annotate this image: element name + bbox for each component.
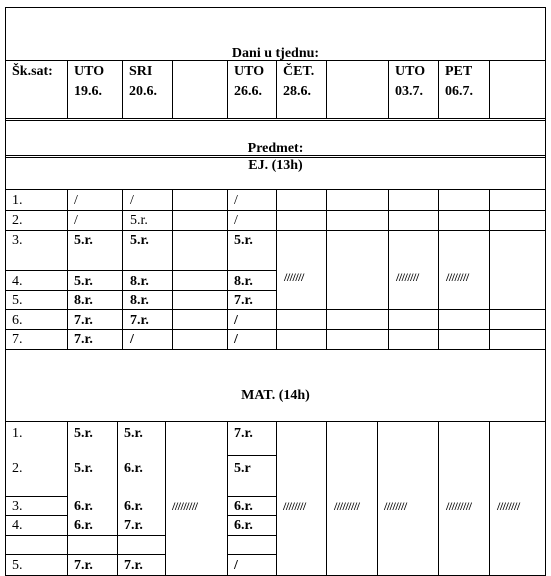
grid-line bbox=[5, 496, 68, 497]
column-header-date: 06.7. bbox=[445, 84, 473, 99]
grid-line bbox=[165, 421, 166, 576]
cell-class: 6.r. bbox=[124, 461, 143, 476]
grid-line bbox=[388, 60, 389, 119]
cell-class: 5.r. bbox=[74, 461, 93, 476]
grid-line bbox=[5, 515, 68, 516]
grid-line bbox=[227, 189, 228, 350]
section-title-ej: EJ. (13h) bbox=[248, 158, 303, 173]
grid-line bbox=[438, 189, 439, 350]
cell-class: / bbox=[234, 558, 238, 573]
cell-class: 6.r. bbox=[124, 499, 143, 514]
grid-line bbox=[122, 189, 123, 350]
slash-cell: /////// bbox=[284, 270, 304, 284]
days-title: Dani u tjednu: bbox=[231, 46, 320, 61]
grid-line bbox=[227, 554, 277, 555]
slash-cell: ///////// bbox=[172, 499, 198, 513]
cell-class: / bbox=[130, 193, 134, 208]
cell-class: 5.r. bbox=[74, 426, 93, 441]
cell-class: 7.r. bbox=[74, 558, 93, 573]
hour-number: 4. bbox=[12, 518, 23, 533]
cell-class: / bbox=[234, 313, 238, 328]
cell-class: 6.r. bbox=[74, 518, 93, 533]
cell-class: 8.r. bbox=[234, 274, 253, 289]
cell-class: 5.r. bbox=[130, 213, 148, 228]
grid-line bbox=[388, 189, 389, 350]
grid-line bbox=[67, 421, 68, 576]
cell-class: 8.r. bbox=[74, 293, 93, 308]
column-header-day: UTO bbox=[395, 64, 426, 79]
hour-number: 6. bbox=[12, 313, 23, 328]
slash-cell: //////// bbox=[384, 499, 407, 513]
cell-class: 5.r. bbox=[74, 233, 93, 248]
cell-class: 6.r. bbox=[74, 499, 93, 514]
slash-cell: ///////// bbox=[446, 499, 472, 513]
hour-number: 7. bbox=[12, 332, 23, 347]
cell-class: 5.r. bbox=[234, 233, 253, 248]
column-header-day: UTO bbox=[74, 64, 105, 79]
cell-class: 6.r. bbox=[234, 499, 253, 514]
cell-class: / bbox=[234, 213, 238, 228]
hour-number: 1. bbox=[12, 426, 23, 441]
cell-class: 8.r. bbox=[130, 274, 149, 289]
cell-class: 7.r. bbox=[124, 518, 143, 533]
column-header-date: 20.6. bbox=[129, 84, 157, 99]
subject-title: Predmet: bbox=[247, 141, 304, 156]
grid-line bbox=[227, 60, 228, 119]
grid-line bbox=[545, 7, 546, 576]
slash-cell: //////// bbox=[446, 270, 469, 284]
grid-line bbox=[5, 535, 166, 536]
grid-line bbox=[5, 554, 166, 555]
column-header-date: 28.6. bbox=[283, 84, 311, 99]
grid-line bbox=[5, 290, 277, 291]
grid-line bbox=[326, 60, 327, 119]
hour-number: 2. bbox=[12, 461, 23, 476]
slash-cell: //////// bbox=[497, 499, 520, 513]
cell-class: 5.r. bbox=[130, 233, 149, 248]
cell-class: / bbox=[234, 193, 238, 208]
column-header-date: 03.7. bbox=[395, 84, 423, 99]
grid-line bbox=[67, 60, 68, 119]
grid-line bbox=[227, 421, 228, 576]
grid-line bbox=[326, 421, 327, 576]
cell-class: 5.r. bbox=[74, 274, 93, 289]
cell-class: 7.r. bbox=[234, 293, 253, 308]
column-header-date: 19.6. bbox=[74, 84, 102, 99]
hour-number: 3. bbox=[12, 233, 23, 248]
grid-line bbox=[5, 270, 277, 271]
cell-class: 7.r. bbox=[74, 332, 93, 347]
column-header-date: 26.6. bbox=[234, 84, 262, 99]
cell-class: 7.r. bbox=[234, 426, 253, 441]
grid-line bbox=[438, 60, 439, 119]
cell-class: 5.r bbox=[234, 461, 251, 476]
grid-line bbox=[326, 189, 327, 350]
column-header-day: PET bbox=[445, 64, 473, 79]
cell-class: 7.r. bbox=[130, 313, 149, 328]
grid-line bbox=[172, 60, 173, 119]
grid-line bbox=[438, 421, 439, 576]
grid-line bbox=[5, 7, 546, 8]
grid-line bbox=[5, 7, 6, 576]
cell-class: 6.r. bbox=[234, 518, 253, 533]
grid-line bbox=[5, 120, 546, 121]
slash-cell: //////// bbox=[283, 499, 306, 513]
grid-line bbox=[489, 421, 490, 576]
column-header-day: UTO bbox=[234, 64, 265, 79]
grid-line bbox=[489, 189, 490, 350]
hour-number: 3. bbox=[12, 499, 23, 514]
grid-line bbox=[377, 421, 378, 576]
hour-number: 5. bbox=[12, 558, 23, 573]
grid-line bbox=[276, 421, 277, 576]
slash-cell: //////// bbox=[396, 270, 419, 284]
hour-number: 1. bbox=[12, 193, 23, 208]
grid-line bbox=[276, 60, 277, 119]
grid-line bbox=[489, 60, 490, 119]
cell-class: / bbox=[234, 332, 238, 347]
hour-number: 5. bbox=[12, 293, 23, 308]
grid-line bbox=[227, 455, 277, 456]
grid-line bbox=[276, 189, 277, 350]
grid-line bbox=[227, 535, 277, 536]
cell-class: / bbox=[130, 332, 134, 347]
column-header-day: ČET. bbox=[283, 64, 315, 79]
hour-number: 2. bbox=[12, 213, 23, 228]
grid-line bbox=[227, 515, 277, 516]
cell-class: / bbox=[74, 213, 78, 228]
cell-class: 5.r. bbox=[124, 426, 143, 441]
column-header-school-hour: Šk.sat: bbox=[12, 64, 53, 79]
slash-cell: ///////// bbox=[334, 499, 360, 513]
grid-line bbox=[172, 189, 173, 350]
grid-line bbox=[227, 496, 277, 497]
cell-class: / bbox=[74, 193, 78, 208]
grid-line bbox=[117, 421, 118, 576]
cell-class: 7.r. bbox=[124, 558, 143, 573]
hour-number: 4. bbox=[12, 274, 23, 289]
column-header-day: SRI bbox=[129, 64, 153, 79]
cell-class: 8.r. bbox=[130, 293, 149, 308]
cell-class: 7.r. bbox=[74, 313, 93, 328]
section-title-mat: MAT. (14h) bbox=[241, 388, 310, 403]
grid-line bbox=[122, 60, 123, 119]
grid-line bbox=[67, 189, 68, 350]
